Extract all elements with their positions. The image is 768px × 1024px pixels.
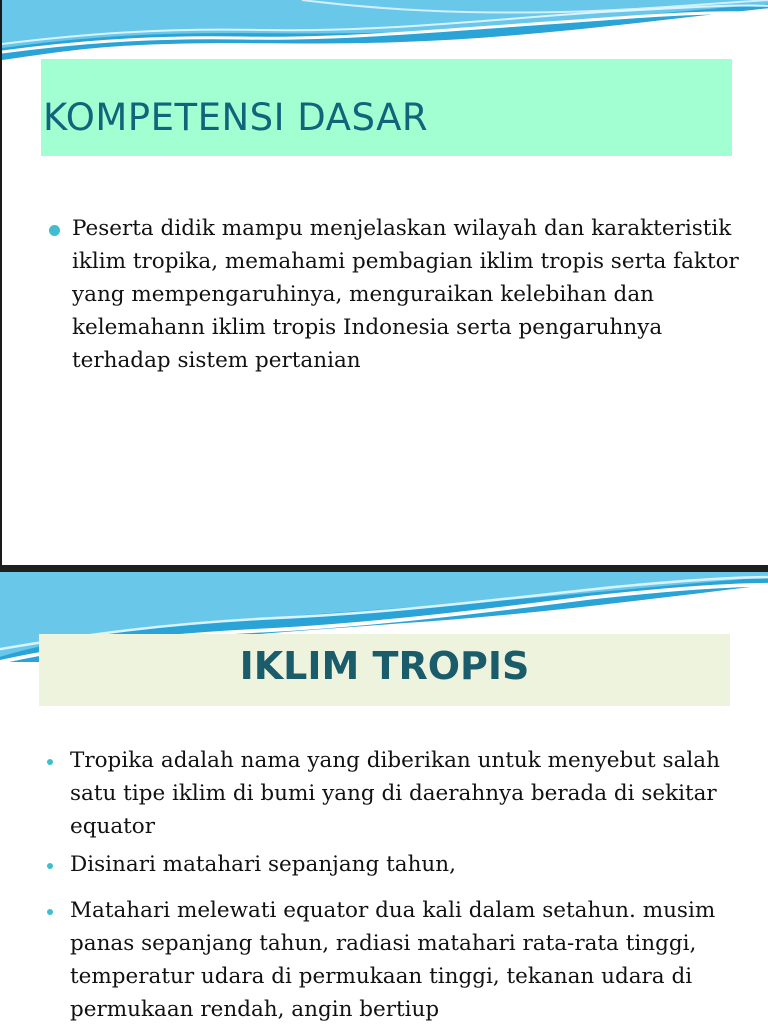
bullet-text: Matahari melewati equator dua kali dalam setahun. musim panas sepanjang tahun, radiasi matahari rata-rata tinggi, temperatur udara di permukaan tinggi, tekanan udara di permukaan rendah, angin bertiup bbox=[70, 898, 716, 1022]
bullet-text: Peserta didik mampu menjelaskan wilayah dan karakteristik iklim tropika, memahami pembagian iklim tropis serta faktor yang mempengaruhinya, menguraikan kelebihan dan kelemahann iklim tropis Indonesia serta pengaruhnya terhadap sistem pertanian bbox=[72, 216, 739, 373]
title-band bbox=[39, 634, 730, 706]
slide-iklim-tropis bbox=[0, 572, 768, 1024]
bullet-dot-icon bbox=[49, 225, 60, 236]
slide-title: IKLIM TROPIS bbox=[239, 644, 530, 688]
bullet-dot-icon bbox=[47, 863, 53, 869]
bullet-dot-icon bbox=[47, 909, 53, 915]
bullet-text: Disinari matahari sepanjang tahun, bbox=[70, 852, 456, 877]
title-band bbox=[41, 59, 732, 156]
slide-divider bbox=[0, 565, 768, 572]
bullet-dot-icon bbox=[47, 759, 53, 765]
slide-title: KOMPETENSI DASAR bbox=[43, 96, 429, 139]
bullet-text: Tropika adalah nama yang diberikan untuk menyebut salah satu tipe iklim di bumi yang di daerahnya berada di sekitar equator bbox=[70, 748, 720, 839]
